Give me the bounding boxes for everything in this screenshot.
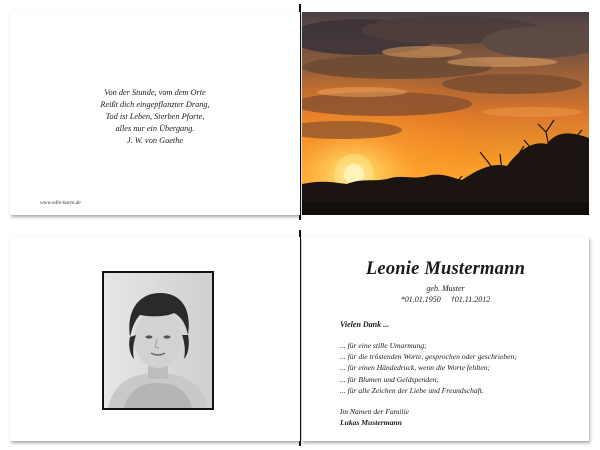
thanks-list xyxy=(340,340,517,396)
poem-line: alles nur ein Übergang. xyxy=(115,124,195,133)
signer-name: Lukas Mustermann xyxy=(340,418,402,427)
thanks-heading: Vielen Dank ... xyxy=(340,320,390,329)
deceased-name: Leonie Mustermann xyxy=(365,259,526,279)
thanks-line: ... für einen Händedruck, wenn die Worte fehlten; xyxy=(340,363,491,373)
website-label: www.edle-karte.de xyxy=(40,200,81,206)
family-line: Im Namen der Familie xyxy=(340,407,409,416)
thanks-line: ... für alle Zeichen der Liebe und Freundschaft. xyxy=(340,385,484,395)
poem-line: Tod ist Leben, Sterben Pforte, xyxy=(105,112,205,121)
birth-date: *01.01.1950 xyxy=(400,295,441,304)
sunset-image xyxy=(302,12,589,215)
life-dates xyxy=(302,295,589,304)
death-date: †01.11.2012 xyxy=(450,295,491,304)
thanks-line: ... für die tröstenden Worte, gesprochen oder geschrieben; xyxy=(340,352,517,362)
thanks-line: ... für Blumen und Geldspenden; xyxy=(340,374,439,384)
announcement-panel xyxy=(302,237,589,441)
portrait-panel xyxy=(10,237,300,441)
thanks-line: ... für eine stille Umarmung; xyxy=(340,341,427,350)
sunset-photo xyxy=(302,12,589,215)
portrait-image xyxy=(104,273,212,408)
poem-line: Reißt dich eingepflanzter Drang, xyxy=(100,100,210,109)
portrait-photo xyxy=(102,271,214,410)
poem-panel xyxy=(10,12,300,215)
poem-line: Von der Stunde, vom dem Orte xyxy=(104,88,206,97)
family-signature xyxy=(340,406,409,428)
poem xyxy=(10,87,300,147)
poem-author: J. W. von Goethe xyxy=(126,136,184,145)
maiden-name: geb. Muster xyxy=(426,284,465,293)
